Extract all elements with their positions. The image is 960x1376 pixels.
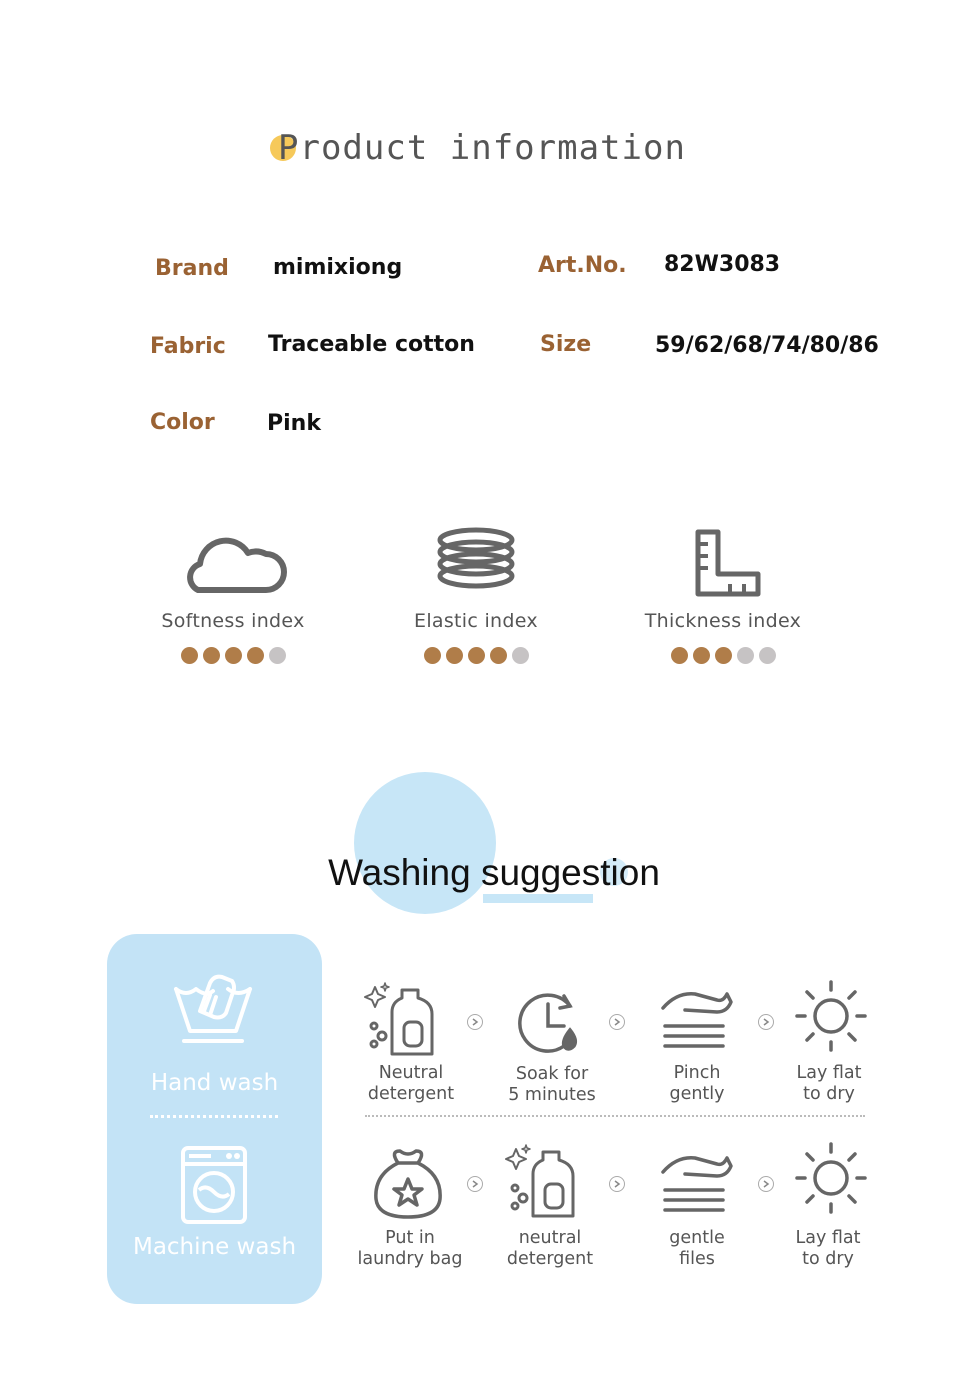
machine-wash-label: Machine wash [132, 1234, 297, 1260]
arrow-right-icon [609, 1176, 625, 1192]
step-label: Lay flat to dry [795, 1228, 861, 1269]
elastic-index-label: Elastic index [414, 610, 538, 632]
hand-over-cloth-icon [657, 1146, 737, 1226]
hand-wash-label: Hand wash [150, 1070, 279, 1096]
rating-dot-filled [203, 647, 220, 664]
detergent-bottle-icon [503, 1142, 583, 1222]
hand-wash-basin-icon [170, 965, 256, 1045]
fabric-label: Fabric [150, 334, 226, 359]
step-label: Neutral detergent [367, 1063, 455, 1104]
arrow-right-icon [467, 1014, 483, 1030]
rating-dot-filled [424, 647, 441, 664]
step-label: gentle files [669, 1228, 725, 1269]
artno-label: Art.No. [538, 253, 627, 278]
rating-dot-filled [715, 647, 732, 664]
brand-value: mimixiong [273, 255, 403, 280]
rating-dot-filled [693, 647, 710, 664]
rating-dot-filled [671, 647, 688, 664]
rating-dot-filled [181, 647, 198, 664]
color-label: Color [150, 410, 215, 435]
step-label: Soak for 5 minutes [508, 1064, 596, 1105]
arrow-right-icon [758, 1014, 774, 1030]
sun-icon [791, 1138, 871, 1218]
softness-index-label: Softness index [161, 610, 305, 632]
arrow-right-icon [467, 1176, 483, 1192]
detergent-bottle-icon [362, 980, 442, 1060]
washing-machine-icon [181, 1146, 247, 1224]
step-label: Lay flat to dry [796, 1063, 862, 1104]
coil-spring-icon [421, 520, 531, 600]
softness-rating [123, 647, 343, 664]
rating-dot-filled [490, 647, 507, 664]
title-underline [483, 894, 593, 903]
rating-dot-empty [512, 647, 529, 664]
laundry-bag-icon [368, 1145, 448, 1225]
softness-index [123, 520, 343, 664]
size-label: Size [540, 332, 592, 357]
rating-dot-filled [225, 647, 242, 664]
page-title: Product information [278, 128, 686, 168]
thickness-index [613, 520, 833, 664]
arrow-right-icon [609, 1014, 625, 1030]
steps-divider [365, 1115, 865, 1117]
ruler-icon [668, 520, 778, 600]
rating-dot-empty [737, 647, 754, 664]
panel-divider [150, 1115, 278, 1118]
sun-icon [791, 976, 871, 1056]
artno-value: 82W3083 [664, 252, 781, 277]
rating-dot-filled [468, 647, 485, 664]
cloud-icon [178, 520, 288, 600]
washing-title: Washing suggestion [328, 852, 660, 893]
rating-dot-empty [269, 647, 286, 664]
step-label: Pinch gently [669, 1063, 725, 1104]
rating-dot-filled [247, 647, 264, 664]
color-value: Pink [267, 411, 321, 436]
elastic-index [366, 520, 586, 664]
arrow-right-icon [758, 1176, 774, 1192]
rating-dot-filled [446, 647, 463, 664]
elastic-rating [366, 647, 586, 664]
thickness-rating [613, 647, 833, 664]
size-value: 59/62/68/74/80/86 [655, 333, 879, 358]
brand-label: Brand [155, 256, 229, 281]
hand-over-cloth-icon [657, 982, 737, 1062]
clock-water-icon [512, 982, 592, 1062]
step-label: Put in laundry bag [357, 1228, 463, 1269]
thickness-index-label: Thickness index [644, 610, 802, 632]
rating-dot-empty [759, 647, 776, 664]
fabric-value: Traceable cotton [268, 332, 475, 357]
step-label: neutral detergent [506, 1228, 594, 1269]
